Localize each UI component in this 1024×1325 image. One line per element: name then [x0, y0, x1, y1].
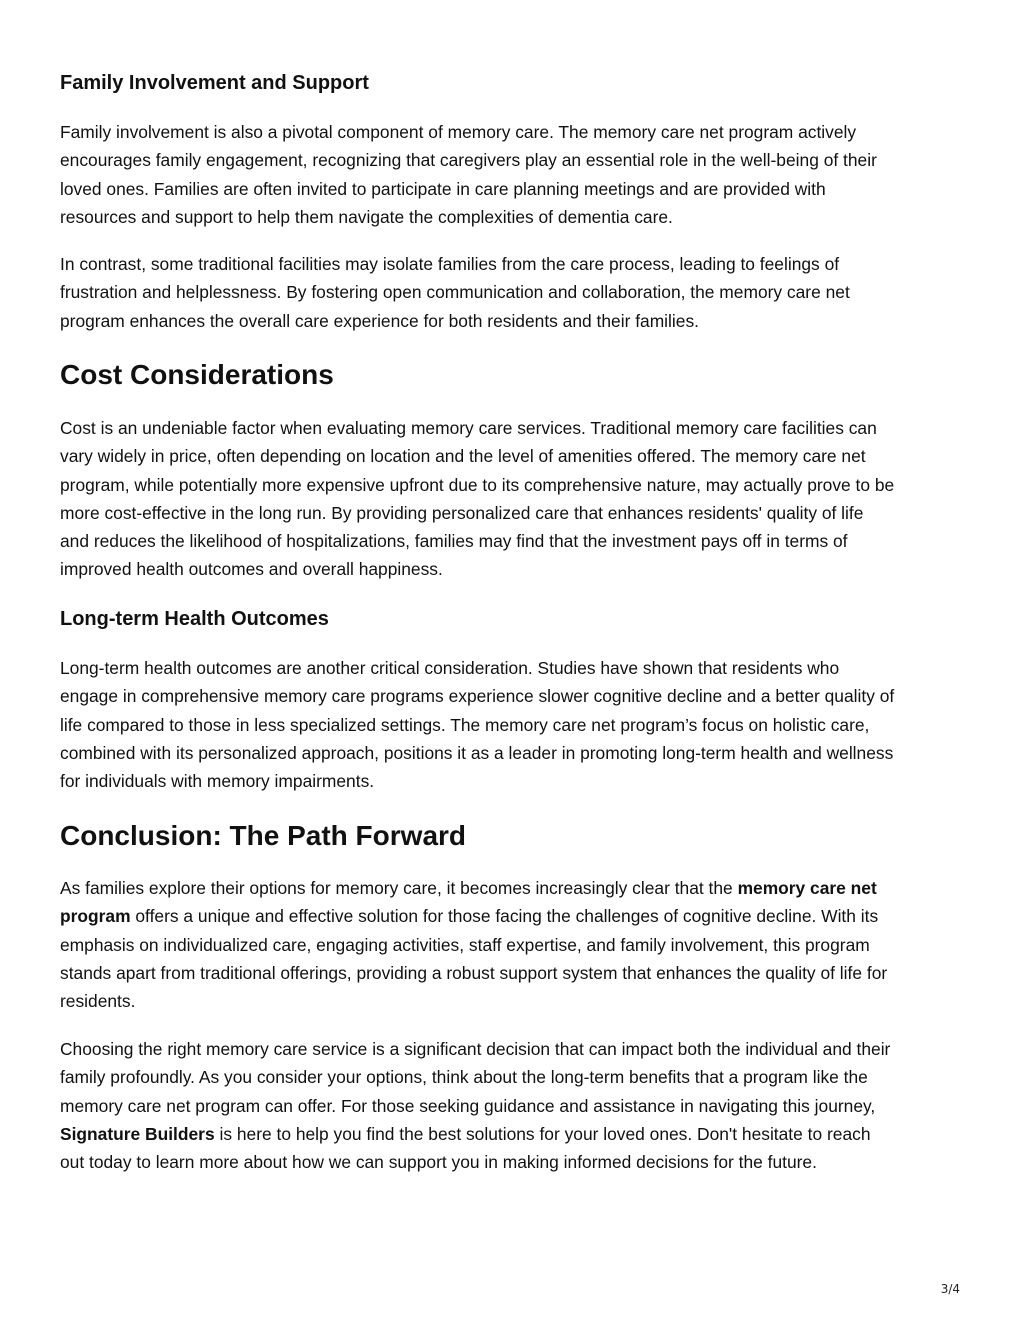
company-name: Signature Builders [60, 1123, 215, 1144]
heading-family-involvement: Family Involvement and Support [60, 72, 369, 94]
text-run: offers a unique and effective solution for those facing the challenges of cognitive decline. With its [130, 906, 879, 927]
text-line [60, 874, 966, 902]
bold-keyword: memory care net [737, 878, 877, 898]
text-run: As families explore their options for memory care, it becomes increasingly clear that the [60, 878, 738, 898]
text-line [60, 902, 966, 930]
paragraph-health-1 [60, 654, 966, 795]
text-line: loved ones. Families are often invited to participate in care planning meetings and are provided with [60, 178, 826, 199]
text-line: more cost-effective in the long run. By providing personalized care that enhances residents' quality of life [60, 502, 864, 523]
text-line: resources and support to help them navigate the complexities of dementia care. [60, 206, 673, 227]
text-line: emphasis on individualized care, engaging activities, staff expertise, and family involvement, this program [60, 934, 870, 955]
text-line: In contrast, some traditional facilities may isolate families from the care process, leading to feelings of [60, 254, 840, 274]
text-line: combined with its personalized approach, positions it as a leader in promoting long-term health and wellness [60, 742, 894, 763]
paragraph-conclusion-1 [60, 874, 966, 1015]
text-line: Choosing the right memory care service is a significant decision that can impact both the individual and their [60, 1039, 891, 1059]
text-line [60, 1120, 966, 1148]
heading-conclusion: Conclusion: The Path Forward [60, 820, 467, 851]
text-line: Cost is an undeniable factor when evaluating memory care services. Traditional memory care facilities can [60, 418, 877, 438]
text-line: memory care net program can offer. For those seeking guidance and assistance in navigating this journey, [60, 1095, 876, 1116]
text-line: and reduces the likelihood of hospitalizations, families may find that the investment pays off in terms of [60, 531, 848, 552]
paragraph-family-1 [60, 118, 966, 231]
paragraph-family-2 [60, 250, 966, 335]
page-number: 3/4 [940, 1282, 960, 1296]
text-line: Long-term health outcomes are another critical consideration. Studies have shown that residents who [60, 658, 840, 678]
text-line: encourages family engagement, recognizing that caregivers play an essential role in the well-being of their [60, 150, 877, 171]
text-line: program enhances the overall care experience for both residents and their families. [60, 310, 699, 331]
heading-long-term-health: Long-term Health Outcomes [60, 608, 329, 630]
text-line: life compared to those in less specialized settings. The memory care net program’s focus on holistic care, [60, 714, 870, 735]
text-line: residents. [60, 991, 136, 1012]
text-line: improved health outcomes and overall happiness. [60, 559, 443, 580]
text-line: vary widely in price, often depending on location and the level of amenities offered. The memory care net [60, 446, 866, 467]
paragraph-conclusion-2 [60, 1035, 966, 1176]
paragraph-cost-1 [60, 414, 966, 584]
text-line: out today to learn more about how we can support you in making informed decisions for the future. [60, 1152, 817, 1173]
heading-cost-considerations: Cost Considerations [60, 359, 334, 390]
text-line: engage in comprehensive memory care programs experience slower cognitive decline and a better quality of [60, 686, 895, 707]
text-line: frustration and helplessness. By fostering open communication and collaboration, the memory care net [60, 282, 850, 303]
text-line: program, while potentially more expensive upfront due to its comprehensive nature, may actually prove to be [60, 474, 895, 495]
text-run: is here to help you find the best solutions for your loved ones. Don't hesitate to reach [214, 1123, 871, 1144]
text-line: family profoundly. As you consider your options, think about the long-term benefits that a program like the [60, 1067, 868, 1088]
text-line: stands apart from traditional offerings, providing a robust support system that enhances the quality of life for [60, 962, 888, 983]
bold-keyword: program [60, 906, 131, 927]
text-line: Family involvement is also a pivotal component of memory care. The memory care net program actively [60, 122, 857, 142]
text-line: for individuals with memory impairments. [60, 771, 375, 792]
